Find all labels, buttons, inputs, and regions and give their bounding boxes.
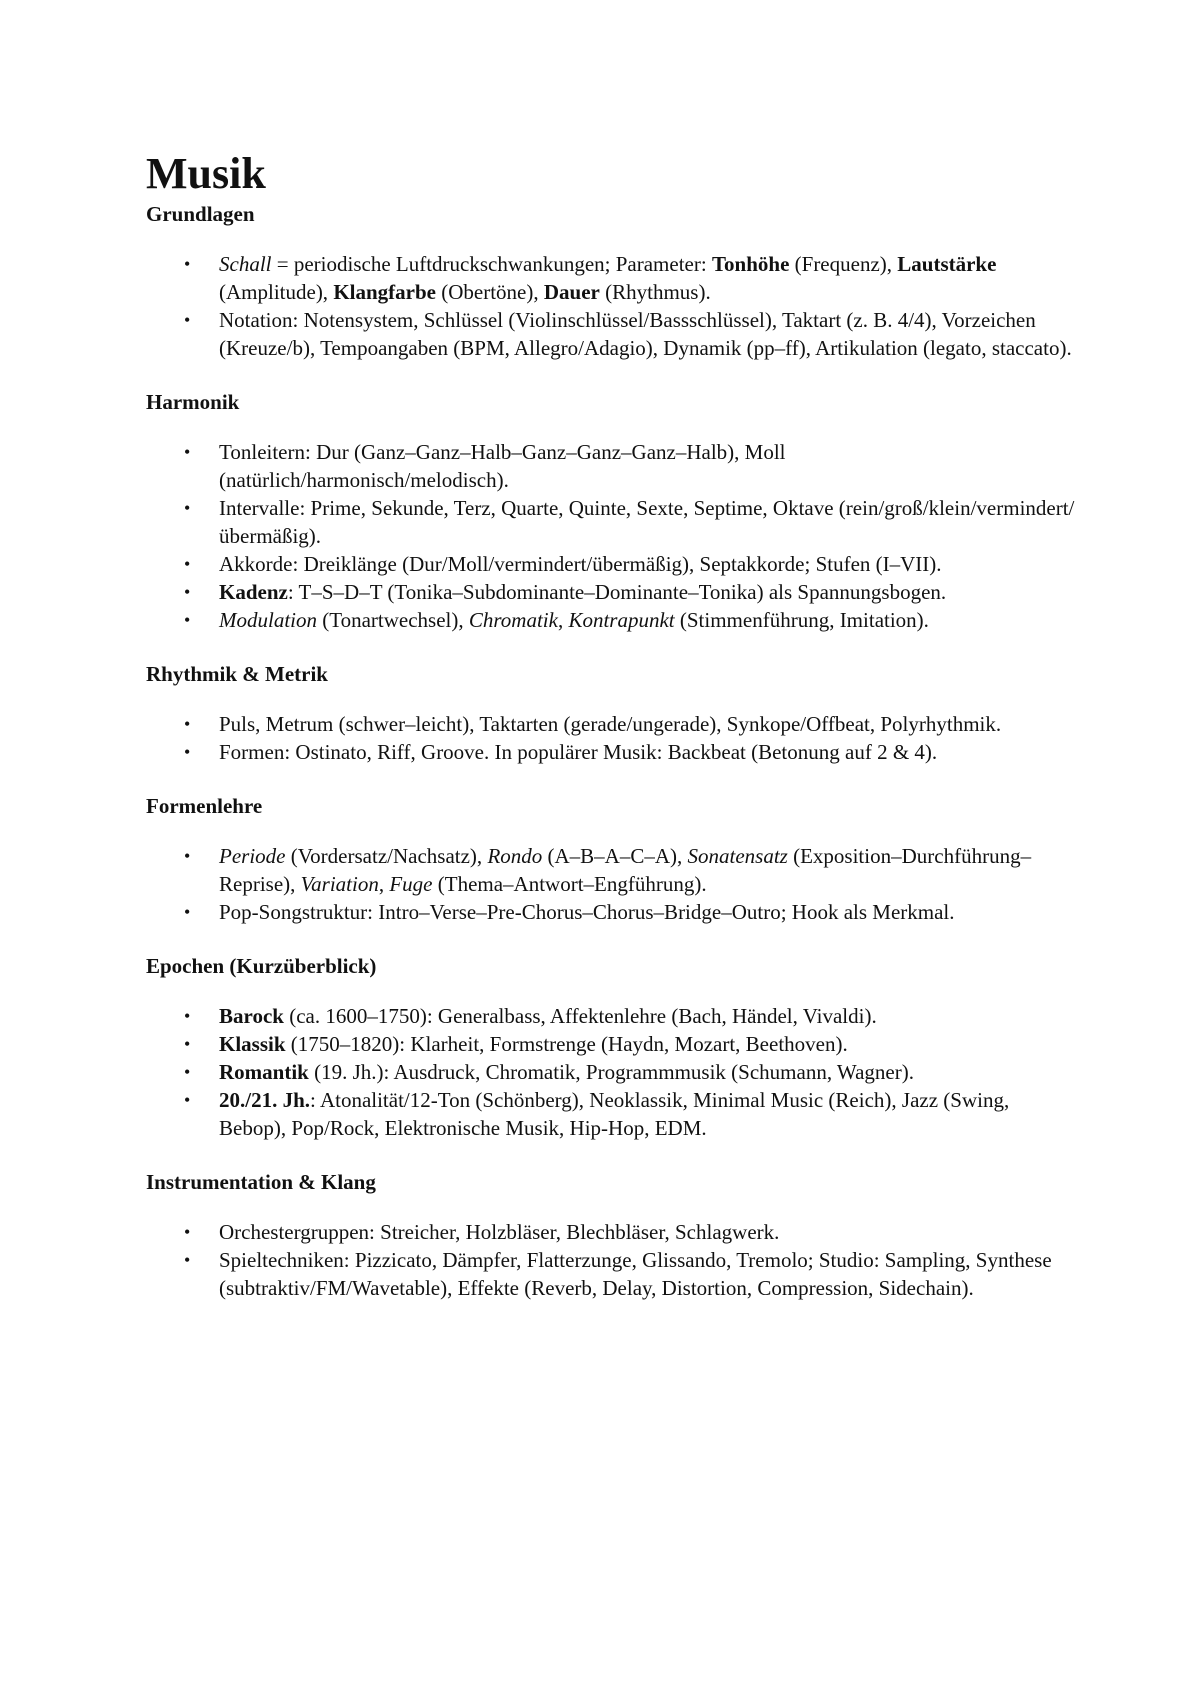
bold-term: Klangfarbe: [333, 280, 436, 304]
bold-term: 20./21. Jh.: [219, 1088, 311, 1112]
bullet-list: [146, 710, 1076, 766]
list-item: [219, 1030, 1076, 1058]
section-heading: Rhythmik & Metrik: [146, 662, 328, 686]
text-run: Notation: Notensystem, Schlüssel (Violinschlüssel/Bassschlüssel), Taktart (z. B. 4/4), Vorzeichen (Kreuze/b), Tempoangaben (BPM, Allegro/Adagio), Dynamik (pp–ff), Artikulation (legato, staccato).: [219, 308, 1072, 360]
text-run: Intervalle: Prime, Sekunde, Terz, Quarte, Quinte, Sexte, Septime, Oktave (rein/groß/klein/vermindert/übermäßig).: [219, 496, 1075, 548]
bold-term: Dauer: [543, 280, 600, 304]
bold-term: Lautstärke: [897, 252, 997, 276]
text-run: (Stimmenführung, Imitation).: [674, 608, 929, 632]
text-run: (Obertöne),: [435, 280, 544, 304]
bold-term: Klassik: [219, 1032, 286, 1056]
italic-term: Modulation: [219, 608, 317, 632]
text-run: Spieltechniken: Pizzicato, Dämpfer, Flatterzunge, Glissando, Tremolo; Studio: Sampling, Synthese (subtraktiv/FM/Wavetable), Effekte (Reverb, Delay, Distortion, Compression, Sidechain).: [219, 1248, 1052, 1300]
text-run: (Vordersatz/Nachsatz),: [285, 844, 488, 868]
text-run: (Amplitude),: [219, 280, 334, 304]
italic-term: Kontrapunkt: [568, 608, 675, 632]
text-run: : T–S–D–T (Tonika–Subdominante–Dominante–Tonika) als Spannungsbogen.: [287, 580, 947, 604]
italic-term: Chromatik: [468, 608, 558, 632]
bold-term: Romantik: [219, 1060, 309, 1084]
bullet-list: [146, 250, 1076, 362]
list-item: [219, 578, 1076, 606]
list-item: [219, 898, 1076, 926]
italic-term: Variation: [300, 872, 379, 896]
text-run: (Exposition–Durchführung–Reprise),: [219, 844, 1032, 896]
section-heading: Epochen (Kurzüberblick): [146, 954, 377, 978]
text-run: (Rhythmus).: [599, 280, 711, 304]
text-run: (Thema–Antwort–Engführung).: [432, 872, 707, 896]
list-item: [219, 1246, 1076, 1302]
list-item: [219, 1218, 1076, 1246]
bold-term: Kadenz: [219, 580, 288, 604]
text-run: (A–B–A–C–A),: [542, 844, 688, 868]
list-item: [219, 606, 1076, 634]
document-page: [146, 148, 1076, 1328]
list-item: [219, 842, 1076, 898]
text-run: Akkorde: Dreiklänge (Dur/Moll/vermindert/übermäßig), Septakkorde; Stufen (I–VII).: [219, 552, 942, 576]
text-run: (Frequenz),: [789, 252, 898, 276]
bold-term: Barock: [219, 1004, 284, 1028]
text-run: Tonleitern: Dur (Ganz–Ganz–Halb–Ganz–Ganz–Ganz–Halb), Moll (natürlich/harmonisch/melodisch).: [219, 440, 786, 492]
italic-term: Rondo: [487, 844, 543, 868]
text-run: (Tonartwechsel),: [317, 608, 469, 632]
section-heading: Instrumentation & Klang: [146, 1170, 376, 1194]
italic-term: Sonatensatz: [687, 844, 788, 868]
text-run: : Atonalität/12-Ton (Schönberg), Neoklassik, Minimal Music (Reich), Jazz (Swing, Bebop), Pop/Rock, Elektronische Musik, Hip-Hop, EDM.: [219, 1088, 1010, 1140]
text-run: Formen: Ostinato, Riff, Groove. In populärer Musik: Backbeat (Betonung auf 2 & 4).: [219, 740, 938, 764]
italic-term: Schall: [219, 252, 272, 276]
section-heading: Harmonik: [146, 390, 240, 414]
text-run: ,: [378, 872, 390, 896]
italic-term: Fuge: [389, 872, 433, 896]
bullet-list: [146, 842, 1076, 926]
list-item: [219, 250, 1076, 306]
section-heading: Formenlehre: [146, 794, 263, 818]
italic-term: Periode: [219, 844, 286, 868]
bullet-list: [146, 1002, 1076, 1142]
list-item: [219, 438, 1076, 494]
list-item: [219, 710, 1076, 738]
list-item: [219, 738, 1076, 766]
list-item: [219, 1002, 1076, 1030]
bullet-list: [146, 438, 1076, 634]
section-heading: Grundlagen: [146, 202, 255, 226]
text-run: ,: [557, 608, 569, 632]
list-item: [219, 494, 1076, 550]
text-run: Pop-Songstruktur: Intro–Verse–Pre-Chorus–Chorus–Bridge–Outro; Hook als Merkmal.: [219, 900, 955, 924]
list-item: [219, 306, 1076, 362]
bold-term: Tonhöhe: [711, 252, 790, 276]
text-run: = periodische Luftdruckschwankungen; Parameter:: [271, 252, 712, 276]
bullet-list: [146, 1218, 1076, 1302]
text-run: Puls, Metrum (schwer–leicht), Taktarten (gerade/ungerade), Synkope/Offbeat, Polyrhythmik.: [219, 712, 1002, 736]
page-title: Musik: [146, 149, 266, 198]
text-run: (ca. 1600–1750): Generalbass, Affektenlehre (Bach, Händel, Vivaldi).: [283, 1004, 877, 1028]
text-run: (1750–1820): Klarheit, Formstrenge (Haydn, Mozart, Beethoven).: [285, 1032, 848, 1056]
document-body: [146, 200, 1076, 1302]
list-item: [219, 1058, 1076, 1086]
list-item: [219, 1086, 1076, 1142]
list-item: [219, 550, 1076, 578]
text-run: Orchestergruppen: Streicher, Holzbläser, Blechbläser, Schlagwerk.: [219, 1220, 780, 1244]
text-run: (19. Jh.): Ausdruck, Chromatik, Programmmusik (Schumann, Wagner).: [308, 1060, 914, 1084]
